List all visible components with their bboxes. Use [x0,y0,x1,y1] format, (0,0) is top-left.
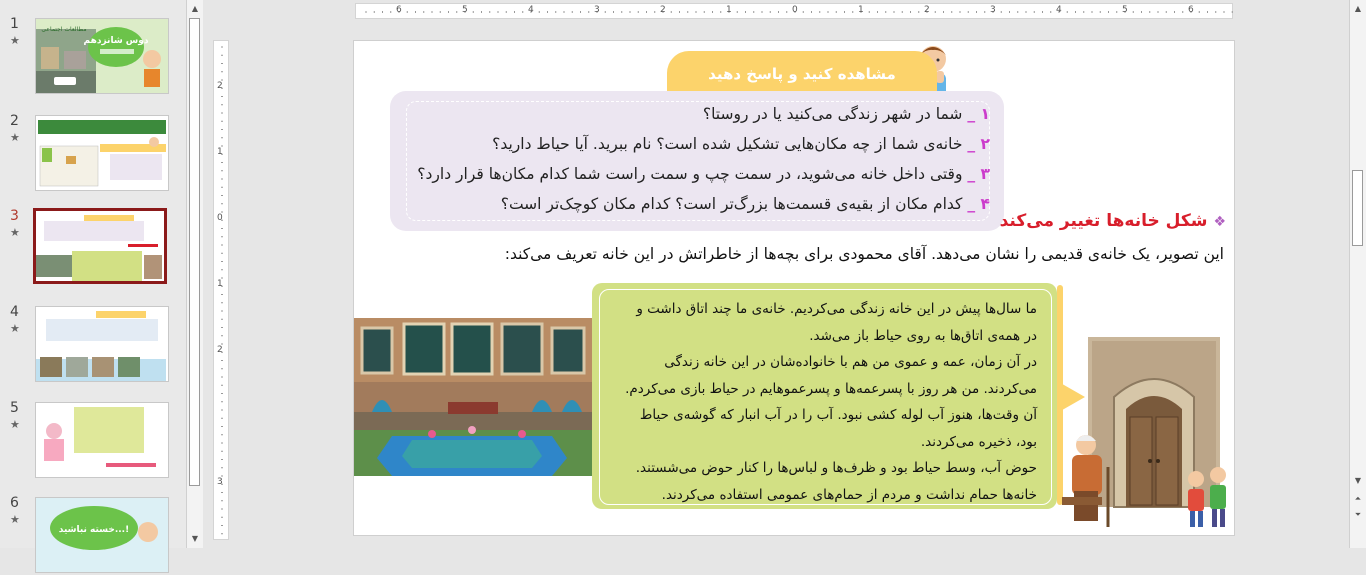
horizontal-ruler[interactable] [355,3,1233,19]
slide-preview[interactable] [35,497,169,573]
question-number: ۱ _ [967,105,990,123]
previous-slide-icon[interactable]: ⏶ [1354,494,1362,503]
story-line: در همه‌ی اتاق‌ها به روی حیاط باز می‌شد. [809,327,1037,344]
star-icon: ★ [10,322,20,335]
question-text: خانه‌ی شما از چه مکان‌هایی تشکیل شده است؟ نام ببرید. آیا حیاط دارید؟ [492,135,963,153]
slide-preview-selected[interactable] [33,208,167,284]
ruler-label: 2 [217,81,223,91]
slide-number: 3 [10,208,19,224]
question-header: مشاهده کنید و پاسخ دهید [667,51,937,93]
slide-preview[interactable] [35,18,169,94]
story-line: بود، ذخیره می‌کردند. [920,433,1037,450]
star-icon: ★ [10,513,20,526]
section-title [1000,211,1226,231]
slide-number: 1 [10,16,19,32]
diamond-bullet-icon: ❖ [1213,214,1226,230]
question-box [390,91,1004,231]
ruler-label: 3 [594,5,600,15]
ruler-label: 1 [217,147,223,157]
question-text: کدام مکان از بقیه‌ی قسمت‌ها بزرگ‌تر است؟ کدام مکان کوچک‌تر است؟ [500,195,963,213]
question-text: شما در شهر زندگی می‌کنید یا در روستا؟ [702,105,963,123]
slide-number: 2 [10,113,19,129]
slide-thumbnail-5[interactable] [0,400,186,480]
slide-number: 5 [10,400,19,416]
star-icon: ★ [10,34,20,47]
slide-thumbnail-pane[interactable] [0,0,186,548]
ruler-label: 3 [217,477,223,487]
ruler-label: 4 [1056,5,1062,15]
question-1 [703,105,990,123]
slide-number: 6 [10,495,19,511]
slide-thumbnail-4[interactable] [0,304,186,384]
scrollbar-thumb[interactable] [189,18,200,486]
ruler-label: 6 [1188,5,1194,15]
next-slide-icon[interactable]: ⏷ [1354,510,1362,519]
ruler-label: 1 [217,279,223,289]
question-4 [501,195,990,213]
old-door-illustration [1060,337,1230,533]
ruler-label: 4 [528,5,534,15]
slide-preview[interactable] [35,115,169,191]
ruler-label: 6 [396,5,402,15]
ruler-label: 0 [792,5,798,15]
section-title-text: شکل خانه‌ها تغییر می‌کند [999,211,1208,231]
story-line: آن وقت‌ها، هنوز آب لوله کشی نبود. آب را در آب انبار که گوشه‌ی حیاط [639,407,1037,423]
question-text: وقتی داخل خانه می‌شوید، در سمت چپ و سمت راست شما کدام مکان‌ها قرار دارد؟ [417,165,963,183]
star-icon: ★ [10,226,20,239]
question-number: ۴ _ [967,195,990,213]
scrollbar-thumb[interactable] [1352,170,1363,246]
ruler-label: 1 [726,5,732,15]
thumb-title: خسته نباشید...! [58,525,130,535]
slide-thumbnail-6[interactable] [0,495,186,575]
slide-number: 4 [10,304,19,320]
slide-preview[interactable] [35,306,169,382]
ruler-label: 1 [858,5,864,15]
ruler-label: 3 [990,5,996,15]
ruler-label: 0 [217,213,223,223]
scroll-down-icon[interactable]: ▼ [191,534,199,543]
intro-paragraph: این تصویر، یک خانه‌ی قدیمی را نشان می‌دهد. آقای محمودی برای بچه‌ها از خاطراتش در این خانه تعریف می‌کند: [504,245,1224,263]
story-line: در آن زمان، عمه و عموی من هم با خانواده‌شان در این خانه زندگی [664,354,1037,370]
question-3 [417,165,990,183]
scroll-up-icon[interactable]: ▲ [191,4,199,13]
slide-thumbnail-1[interactable] [0,16,186,96]
ruler-label: 2 [660,5,666,15]
star-icon: ★ [10,131,20,144]
slide-canvas[interactable] [353,40,1235,536]
story-line: ما سال‌ها پیش در این خانه زندگی می‌کردیم. خانه‌ی ما چند اتاق داشت و [636,301,1037,317]
story-text [607,296,1037,508]
thumb-title: دوس شانزدهم [83,36,149,46]
question-number: ۳ _ [967,165,990,183]
story-line: خانه‌ها حمام نداشت و مردم از حمام‌های عمومی استفاده می‌کردند. [661,486,1037,503]
story-line: حوض آب، وسط حیاط بود و ظرف‌ها و لباس‌ها را کنار حوض می‌شستند. [635,460,1037,476]
vertical-ruler[interactable] [213,40,229,540]
courtyard-photo [353,318,594,476]
slide-thumbnail-2[interactable] [0,113,186,193]
story-line: می‌کردند. من هر روز با پسرعمه‌ها و پسرعموهایم در حیاط بازی می‌کردم. [625,380,1037,397]
svg-text:مطالعات اجتماعی: مطالعات اجتماعی [41,26,87,33]
ruler-label: 2 [924,5,930,15]
scroll-down-icon[interactable]: ▼ [1354,476,1362,485]
question-number: ۲ _ [967,135,990,153]
story-bubble [592,283,1057,509]
story-bubble-border [599,289,1052,505]
question-2 [492,135,990,153]
ruler-label: 5 [1122,5,1128,15]
ruler-label: 5 [462,5,468,15]
slide-thumbnail-3[interactable] [0,208,186,288]
slide-preview[interactable] [35,402,169,478]
scroll-up-icon[interactable]: ▲ [1354,4,1362,13]
thumbnail-scrollbar[interactable] [186,0,203,548]
star-icon: ★ [10,418,20,431]
editor-scrollbar[interactable] [1349,0,1366,548]
ruler-label: 2 [217,345,223,355]
